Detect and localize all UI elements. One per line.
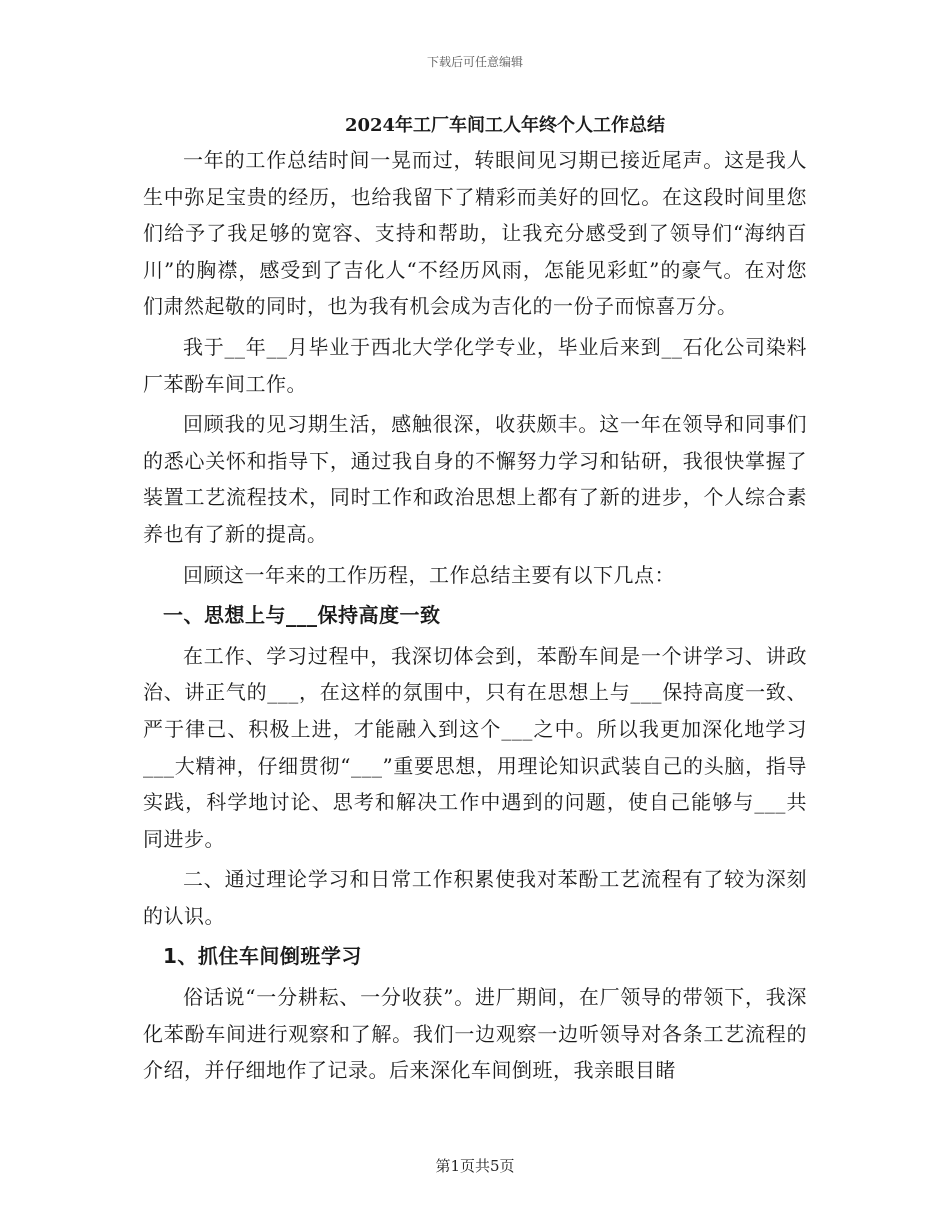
paragraph-summary-lead: 回顾这一年来的工作历程，工作总结主要有以下几点： — [183, 562, 675, 587]
page-header-note: 下载后可任意编辑 — [426, 55, 523, 69]
section-heading-2: 1、抓住车间倒班学习 — [163, 944, 362, 969]
paragraph-section-2: 二、通过理论学习和日常工作积累使我对苯酚工艺流程有了较为深刻的认识。 — [143, 867, 807, 928]
document-title: 2024年工厂车间工人年终个人工作总结 — [344, 115, 666, 136]
paragraph-shift-study: 俗话说“一分耕耘、一分收获”。进厂期间，在厂领导的带领下，我深化苯酚车间进行观察和了解。我们一边观察一边听领导对各条工艺流程的介绍，并仔细地作了记录。后来深化车间倒班，我亲眼目睹 — [143, 985, 807, 1083]
paragraph-thought: 在工作、学习过程中，我深切体会到，苯酚车间是一个讲学习、讲政治、讲正气的___，在这样的氛围中，只有在思想上与___保持高度一致、严于律己、积极上进，才能融入到这个___之中。所以我更加深化地学习___大精神，仔细贯彻“___”重要思想，用理论知识武装自己的头脑，指导实践，科学地讨论、思考和解决工作中遇到的问题，使自己能够与___共同进步。 — [143, 643, 807, 851]
paragraph-intro: 一年的工作总结时间一晃而过，转眼间见习期已接近尾声。这是我人生中弥足宝贵的经历，也给我留下了精彩而美好的回忆。在这段时间里您们给予了我足够的宽容、支持和帮助，让我充分感受到了领导们“海纳百川”的胸襟，感受到了吉化人“不经历风雨，怎能见彩虹”的豪气。在对您们肃然起敬的同时，也为我有机会成为吉化的一份子而惊喜万分。 — [143, 148, 807, 319]
page-number: 第1页共5页 — [435, 1157, 515, 1175]
section-heading-1: 一、思想上与___保持高度一致 — [163, 603, 441, 628]
document-body — [143, 110, 807, 1093]
paragraph-background: 我于__年__月毕业于西北大学化学专业，毕业后来到__石化公司染料厂苯酚车间工作。 — [143, 334, 807, 396]
paragraph-review: 回顾我的见习期生活，感触很深，收获颇丰。这一年在领导和同事们的悉心关怀和指导下，通过我自身的不懈努力学习和钻研，我很快掌握了装置工艺流程技术，同时工作和政治思想上都有了新的进步，个人综合素养也有了新的提高。 — [143, 412, 807, 546]
